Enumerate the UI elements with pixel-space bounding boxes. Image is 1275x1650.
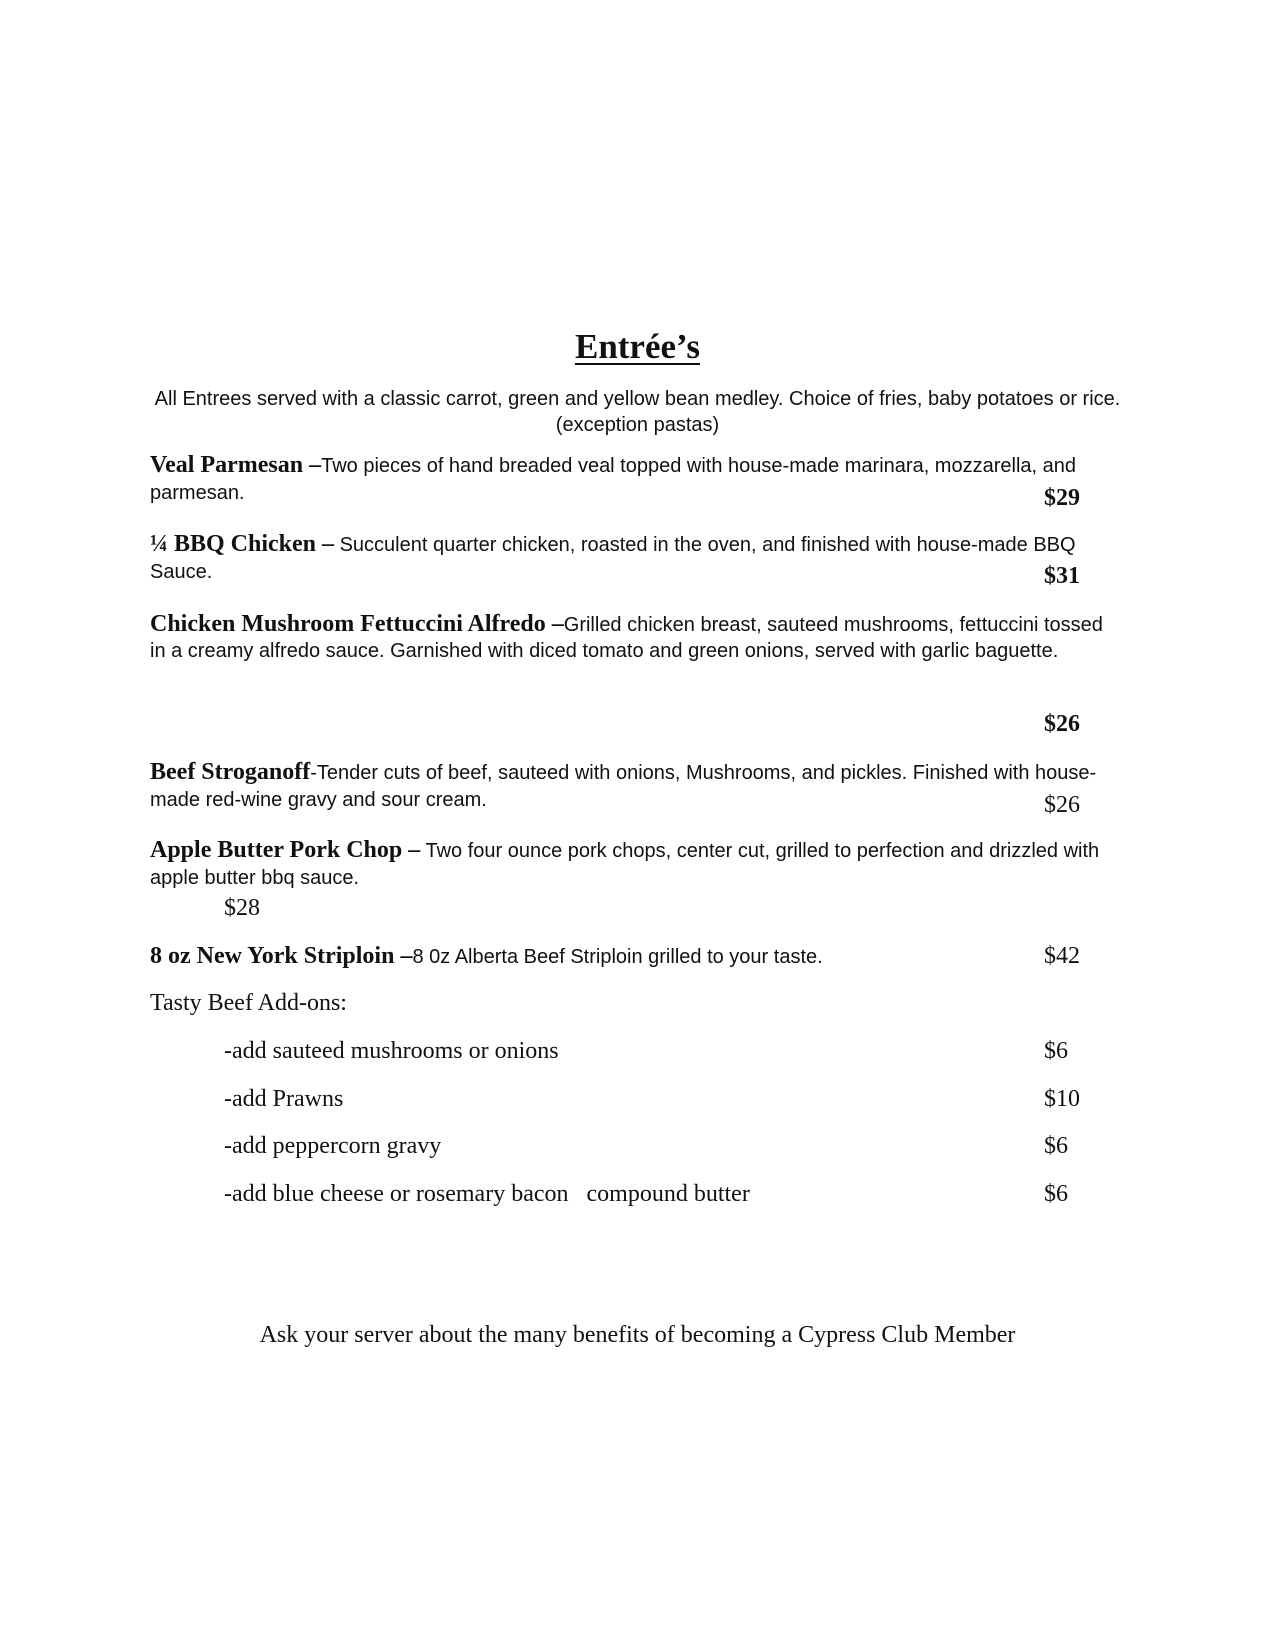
menu-item-pork-chop bbox=[150, 837, 1120, 892]
item-separator: – bbox=[394, 943, 413, 969]
item-separator: – bbox=[545, 611, 564, 637]
item-name: Beef Stroganoff bbox=[150, 759, 311, 785]
addon-label: -add sauteed mushrooms or onions bbox=[224, 1038, 559, 1064]
addon-label: -add peppercorn gravy bbox=[224, 1133, 442, 1159]
item-name: ¼ BBQ Chicken – bbox=[150, 531, 335, 557]
item-price: $31 bbox=[1044, 563, 1080, 589]
addon-price: $6 bbox=[1044, 1133, 1068, 1159]
item-price: $26 bbox=[1044, 792, 1080, 818]
item-price: $26 bbox=[1044, 711, 1080, 737]
item-separator: - bbox=[310, 762, 317, 784]
item-description: Two pieces of hand breaded veal topped with house-made marinara, mozzarella, and parmesan. bbox=[150, 455, 1076, 504]
item-description: Grilled chicken breast, sauteed mushrooms, fettuccini tossed in a creamy alfredo sauce. Garnished with diced tomato and green onions, served with garlic baguette. bbox=[150, 614, 1103, 662]
menu-item-striploin bbox=[150, 943, 1010, 971]
addons-heading: Tasty Beef Add-ons: bbox=[150, 990, 347, 1016]
item-price: $29 bbox=[1044, 485, 1080, 511]
item-separator: – bbox=[303, 452, 322, 478]
item-price: $42 bbox=[1044, 943, 1080, 969]
menu-item-beef-stroganoff bbox=[150, 759, 1120, 814]
item-description: Succulent quarter chicken, roasted in the oven, and finished with house-made BBQ Sauce. bbox=[150, 534, 1076, 583]
addon-price: $6 bbox=[1044, 1181, 1068, 1207]
menu-item-fettuccini-alfredo bbox=[150, 611, 1120, 664]
item-price: $28 bbox=[224, 895, 260, 921]
addon-price: $10 bbox=[1044, 1086, 1080, 1112]
menu-item-veal-parmesan bbox=[150, 452, 1120, 507]
menu-item-bbq-chicken bbox=[150, 531, 1120, 586]
item-description: Tender cuts of beef, sauteed with onions, Mushrooms, and pickles. Finished with house-made red-wine gravy and sour cream. bbox=[150, 762, 1097, 811]
menu-title: Entrée’s bbox=[574, 327, 701, 366]
addon-label: -add blue cheese or rosemary bacon compound butter bbox=[224, 1181, 750, 1207]
item-description: Two four ounce pork chops, center cut, grilled to perfection and drizzled with apple butter bbq sauce. bbox=[150, 840, 1100, 889]
menu-intro: All Entrees served with a classic carrot, green and yellow bean medley. Choice of fries, baby potatoes or rice. (exception pastas) bbox=[154, 388, 1121, 436]
item-name: Veal Parmesan bbox=[150, 452, 304, 478]
item-name: Chicken Mushroom Fettuccini Alfredo bbox=[150, 611, 546, 637]
membership-footer: Ask your server about the many benefits of becoming a Cypress Club Member bbox=[259, 1322, 1016, 1348]
item-description: 8 0z Alberta Beef Striploin grilled to your taste. bbox=[412, 946, 823, 968]
item-name: Apple Butter Pork Chop – bbox=[150, 837, 421, 863]
item-name: 8 oz New York Striploin bbox=[150, 943, 395, 969]
addon-label: -add Prawns bbox=[224, 1086, 344, 1112]
addon-price: $6 bbox=[1044, 1038, 1068, 1064]
